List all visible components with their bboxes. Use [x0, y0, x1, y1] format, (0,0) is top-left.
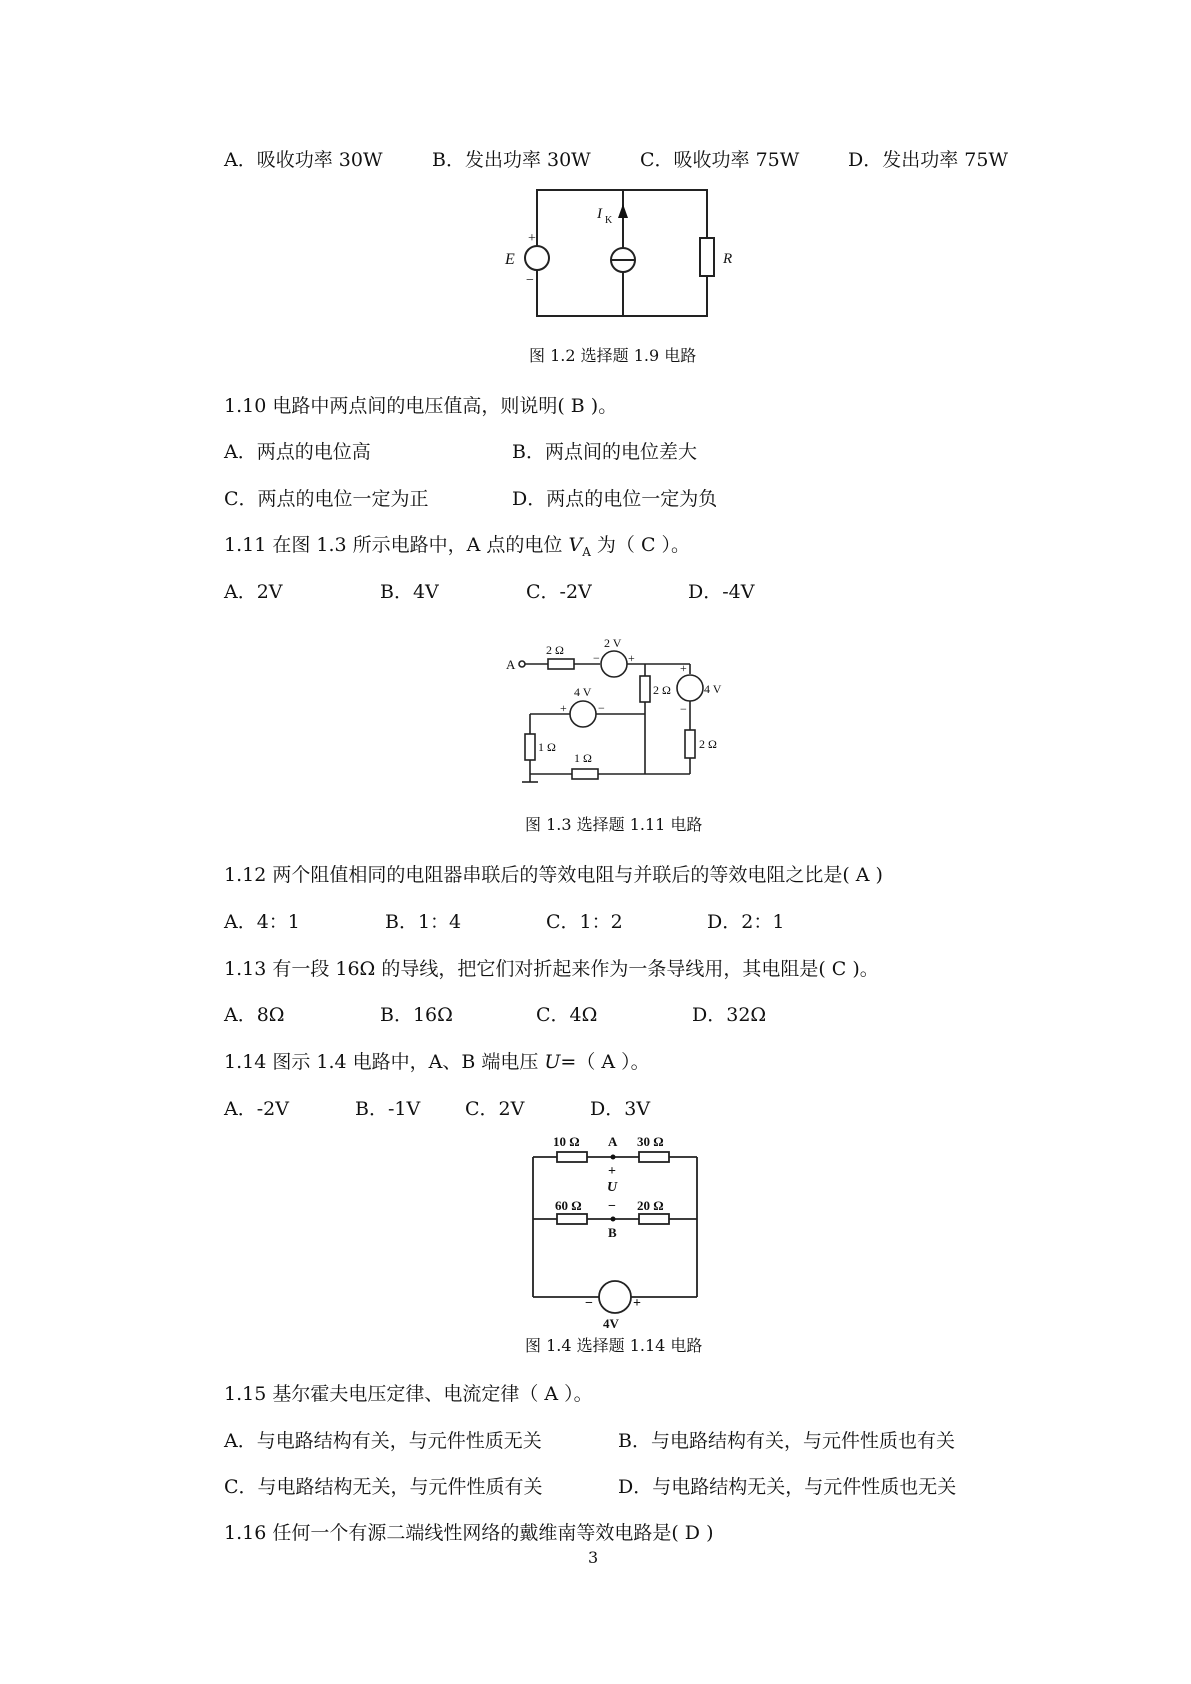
q15-option-b: B．与电路结构有关，与元件性质也有关 [618, 1430, 955, 1452]
q14-option-c: C．2V [465, 1098, 525, 1120]
svg-text:+: + [528, 231, 536, 246]
svg-text:K: K [605, 215, 613, 226]
q16-stem: 1.16 任何一个有源二端线性网络的戴维南等效电路是( D ) [224, 1522, 714, 1544]
svg-text:R: R [723, 251, 733, 267]
q13-option-b: B．16Ω [380, 1004, 453, 1026]
svg-text:E: E [505, 251, 515, 268]
q12-option-b: B．1：4 [385, 911, 462, 933]
q15-option-d: D．与电路结构无关，与元件性质也无关 [618, 1476, 957, 1498]
svg-text:−: − [680, 702, 687, 716]
svg-text:2 Ω: 2 Ω [546, 643, 564, 657]
q13-option-d: D．32Ω [692, 1004, 767, 1026]
figure-1-4-circuit [525, 1134, 705, 1331]
svg-text:−: − [526, 273, 534, 288]
q11-option-d: D．-4V [688, 581, 755, 603]
q15-option-c: C．与电路结构无关，与元件性质有关 [224, 1476, 543, 1498]
q13-option-a: A．8Ω [224, 1004, 285, 1026]
q13-stem: 1.13 有一段 16Ω 的导线，把它们对折起来作为一条导线用，其电阻是( C )。 [224, 958, 879, 980]
q10-option-d: D．两点的电位一定为负 [512, 488, 718, 510]
svg-text:I: I [597, 206, 602, 222]
q14-option-d: D．3V [590, 1098, 651, 1120]
resistor-r [700, 238, 714, 276]
svg-text:4V: 4V [603, 1316, 619, 1331]
svg-text:+: + [608, 1164, 616, 1179]
svg-text:1 Ω: 1 Ω [574, 751, 592, 765]
svg-text:A: A [506, 657, 516, 672]
page-number: 3 [588, 1548, 599, 1567]
q13-option-c: C．4Ω [536, 1004, 598, 1026]
svg-text:U: U [607, 1180, 618, 1195]
svg-text:+: + [560, 701, 567, 715]
svg-text:−: − [598, 701, 605, 715]
figure-1-2-circuit [495, 186, 733, 322]
q9-option-c: C．吸收功率 75W [640, 149, 800, 171]
q11-option-a: A．2V [224, 581, 283, 603]
q11-stem: 1.11 在图 1.3 所示电路中，A 点的电位 $V_A$ 为（ C ）。 [224, 534, 691, 559]
q12-option-d: D．2：1 [707, 911, 785, 933]
q11-option-b: B．4V [380, 581, 439, 603]
voltage-source-e [525, 246, 549, 270]
q10-option-a: A．两点的电位高 [224, 441, 371, 463]
svg-text:+: + [633, 1296, 641, 1311]
q14-stem: 1.14 图示 1.4 电路中，A、B 端电压 U=（ A ）。 [224, 1051, 650, 1073]
q11-option-c: C．-2V [526, 581, 592, 603]
q12-stem: 1.12 两个阻值相同的电阻器串联后的等效电阻与并联后的等效电阻之比是( A ) [224, 864, 883, 886]
figure-1-2-caption: 图 1.2 选择题 1.9 电路 [529, 346, 697, 365]
q12-option-c: C．1：2 [546, 911, 623, 933]
svg-text:2 Ω: 2 Ω [653, 683, 671, 697]
figure-1-3-circuit [500, 634, 750, 794]
svg-text:60 Ω: 60 Ω [555, 1198, 582, 1213]
svg-text:2 V: 2 V [604, 636, 622, 650]
svg-text:−: − [608, 1199, 616, 1214]
svg-text:+: + [680, 661, 687, 675]
svg-text:−: − [585, 1296, 593, 1311]
current-arrow [618, 204, 628, 218]
svg-text:10 Ω: 10 Ω [553, 1134, 580, 1149]
svg-text:2 Ω: 2 Ω [699, 737, 717, 751]
svg-text:4 V: 4 V [704, 682, 722, 696]
svg-text:A: A [608, 1134, 618, 1149]
svg-text:30 Ω: 30 Ω [637, 1134, 664, 1149]
q9-option-b: B．发出功率 30W [432, 149, 591, 171]
svg-text:20 Ω: 20 Ω [637, 1198, 664, 1213]
svg-text:4 V: 4 V [574, 685, 592, 699]
q15-stem: 1.15 基尔霍夫电压定律、电流定律（ A ）。 [224, 1383, 593, 1405]
q10-stem: 1.10 电路中两点间的电压值高，则说明( B )。 [224, 395, 618, 417]
q14-option-a: A．-2V [224, 1098, 289, 1120]
q9-option-d: D．发出功率 75W [848, 149, 1008, 171]
q9-option-a: A．吸收功率 30W [224, 149, 383, 171]
svg-text:1 Ω: 1 Ω [538, 740, 556, 754]
q14-option-b: B．-1V [355, 1098, 421, 1120]
svg-text:+: + [628, 651, 635, 665]
q10-option-b: B．两点间的电位差大 [512, 441, 697, 463]
q10-option-c: C．两点的电位一定为正 [224, 488, 429, 510]
q15-option-a: A．与电路结构有关，与元件性质无关 [224, 1430, 542, 1452]
svg-text:−: − [593, 651, 600, 665]
q12-option-a: A．4：1 [224, 911, 300, 933]
svg-text:B: B [608, 1225, 617, 1240]
figure-1-3-caption: 图 1.3 选择题 1.11 电路 [525, 815, 703, 834]
figure-1-4-caption: 图 1.4 选择题 1.14 电路 [525, 1336, 703, 1355]
